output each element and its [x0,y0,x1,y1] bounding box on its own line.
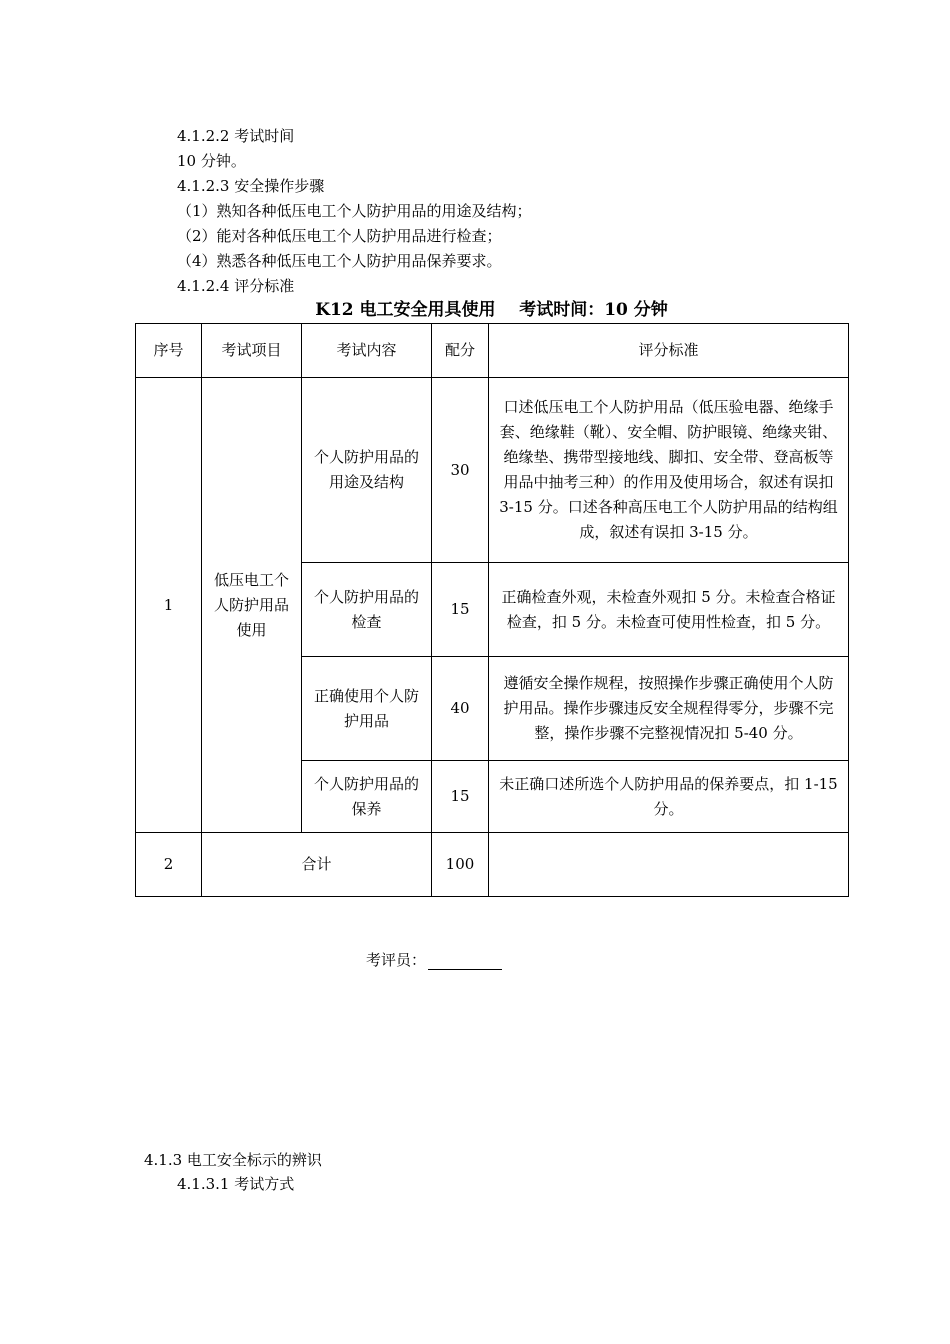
score-cell: 40 [432,657,489,761]
total-standard-cell [489,833,849,897]
step-2: （2）能对各种低压电工个人防护用品进行检查； [177,227,502,245]
heading-safety-steps: 4.1.2.3 安全操作步骤 [177,177,325,195]
examiner-signature [366,950,502,970]
signature-blank-line [428,953,502,970]
content-cell: 正确使用个人防护用品 [302,657,432,761]
step-1: （1）熟知各种低压电工个人防护用品的用途及结构； [177,202,532,220]
header-cell: 配分 [432,324,489,378]
heading-exam-time: 4.1.2.2 考试时间 [177,127,295,145]
exam-time-value: 10 分钟。 [177,152,246,170]
table-header-row [136,324,849,378]
table-total-row [136,833,849,897]
heading-grading-standard: 4.1.2.4 评分标准 [177,277,295,295]
header-cell: 评分标准 [489,324,849,378]
table-row [136,378,849,563]
content-cell: 个人防护用品的用途及结构 [302,378,432,563]
score-cell: 15 [432,563,489,657]
total-label-cell: 合计 [202,833,432,897]
score-cell: 30 [432,378,489,563]
content-cell: 个人防护用品的保养 [302,761,432,833]
content-cell: 个人防护用品的检查 [302,563,432,657]
examiner-label: 考评员： [366,951,427,969]
standard-cell: 正确检查外观，未检查外观扣 5 分。未检查合格证检查，扣 5 分。未检查可使用性检查，扣 5 分。 [489,563,849,657]
section-heading: 4.1.3 电工安全标示的辨识 [144,1151,322,1169]
table-title: K12 电工安全用具使用 考试时间：10 分钟 [315,300,668,320]
step-4: （4）熟悉各种低压电工个人防护用品保养要求。 [177,252,502,270]
header-cell: 序号 [136,324,202,378]
total-score-cell: 100 [432,833,489,897]
total-number-cell: 2 [136,833,202,897]
group-item-cell: 低压电工个人防护用品使用 [202,378,302,833]
score-cell: 15 [432,761,489,833]
group-number-cell: 1 [136,378,202,833]
header-cell: 考试项目 [202,324,302,378]
standard-cell: 未正确口述所选个人防护用品的保养要点，扣 1-15 分。 [489,761,849,833]
subsection-heading: 4.1.3.1 考试方式 [177,1175,295,1193]
standard-cell: 遵循安全操作规程，按照操作步骤正确使用个人防护用品。操作步骤违反安全规程得零分，步骤不完整，操作步骤不完整视情况扣 5-40 分。 [489,657,849,761]
standard-cell: 口述低压电工个人防护用品（低压验电器、绝缘手套、绝缘鞋（靴）、安全帽、防护眼镜、绝缘夹钳、绝缘垫、携带型接地线、脚扣、安全带、登高板等用品中抽考三种）的作用及使用场合，叙述有误扣 3-15 分。口述各种高压电工个人防护用品的结构组成，叙述有误扣 3-15 分。 [489,378,849,563]
grading-table [135,323,849,897]
header-cell: 考试内容 [302,324,432,378]
